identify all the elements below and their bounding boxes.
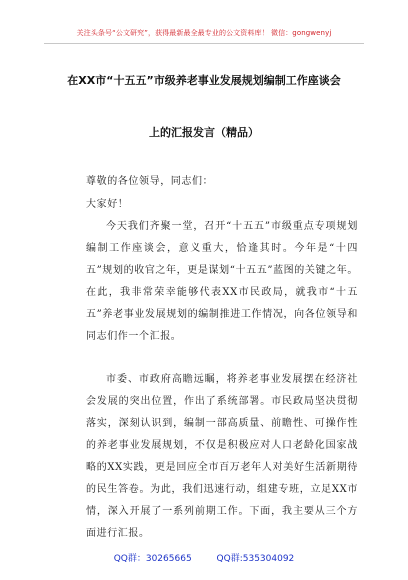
footer xyxy=(0,551,408,564)
document-title-line-1: 在XX市“十五五”市级养老事业发展规划编制工作座谈会 xyxy=(67,74,341,87)
salutation: 大家好！ xyxy=(86,199,129,210)
footer-qq-group-2: QQ群:535304092 xyxy=(216,554,295,564)
header-banner: 关注头条号“公文研究”，获得最新最全最专业的公文资料库！ 微信：gongwenyj xyxy=(76,29,332,37)
greeting: 尊敬的各位领导，同志们： xyxy=(86,176,214,187)
body-paragraph-2: 市委、市政府高瞻远瞩，将养老事业发展摆在经济社会发展的突出位置，作出了系统部署。市民政局坚决贯彻落实，深刻认识到，编制一部高质量、前瞻性、可操作性的养老事业发展规划，不仅是积极应对人口老龄化国家战略的XX实践，更是回应全市百万老年人对美好生活新期待的民生答卷。为此，我们迅速行动，组建专班，立足XX市情，深入开展了一系列前期工作。下面，我主要从三个方面进行汇报。 xyxy=(86,374,358,539)
document-title-line-2: 上的汇报发言（精品） xyxy=(149,126,259,139)
body-paragraph-1: 今天我们齐聚一堂，召开“十五五”市级重点专项规划编制工作座谈会，意义重大，恰逢其时。今年是“十四五”规划的收官之年，更是谋划“十五五”蓝图的关键之年。在此，我非常荣幸能够代表XX市民政局，就我市“十五五”养老事业发展规划的编制推进工作情况，向各位领导和同志们作一个汇报。 xyxy=(86,221,358,342)
footer-qq-group-1: QQ群：30265665 xyxy=(113,554,192,564)
header-divider xyxy=(44,43,364,44)
